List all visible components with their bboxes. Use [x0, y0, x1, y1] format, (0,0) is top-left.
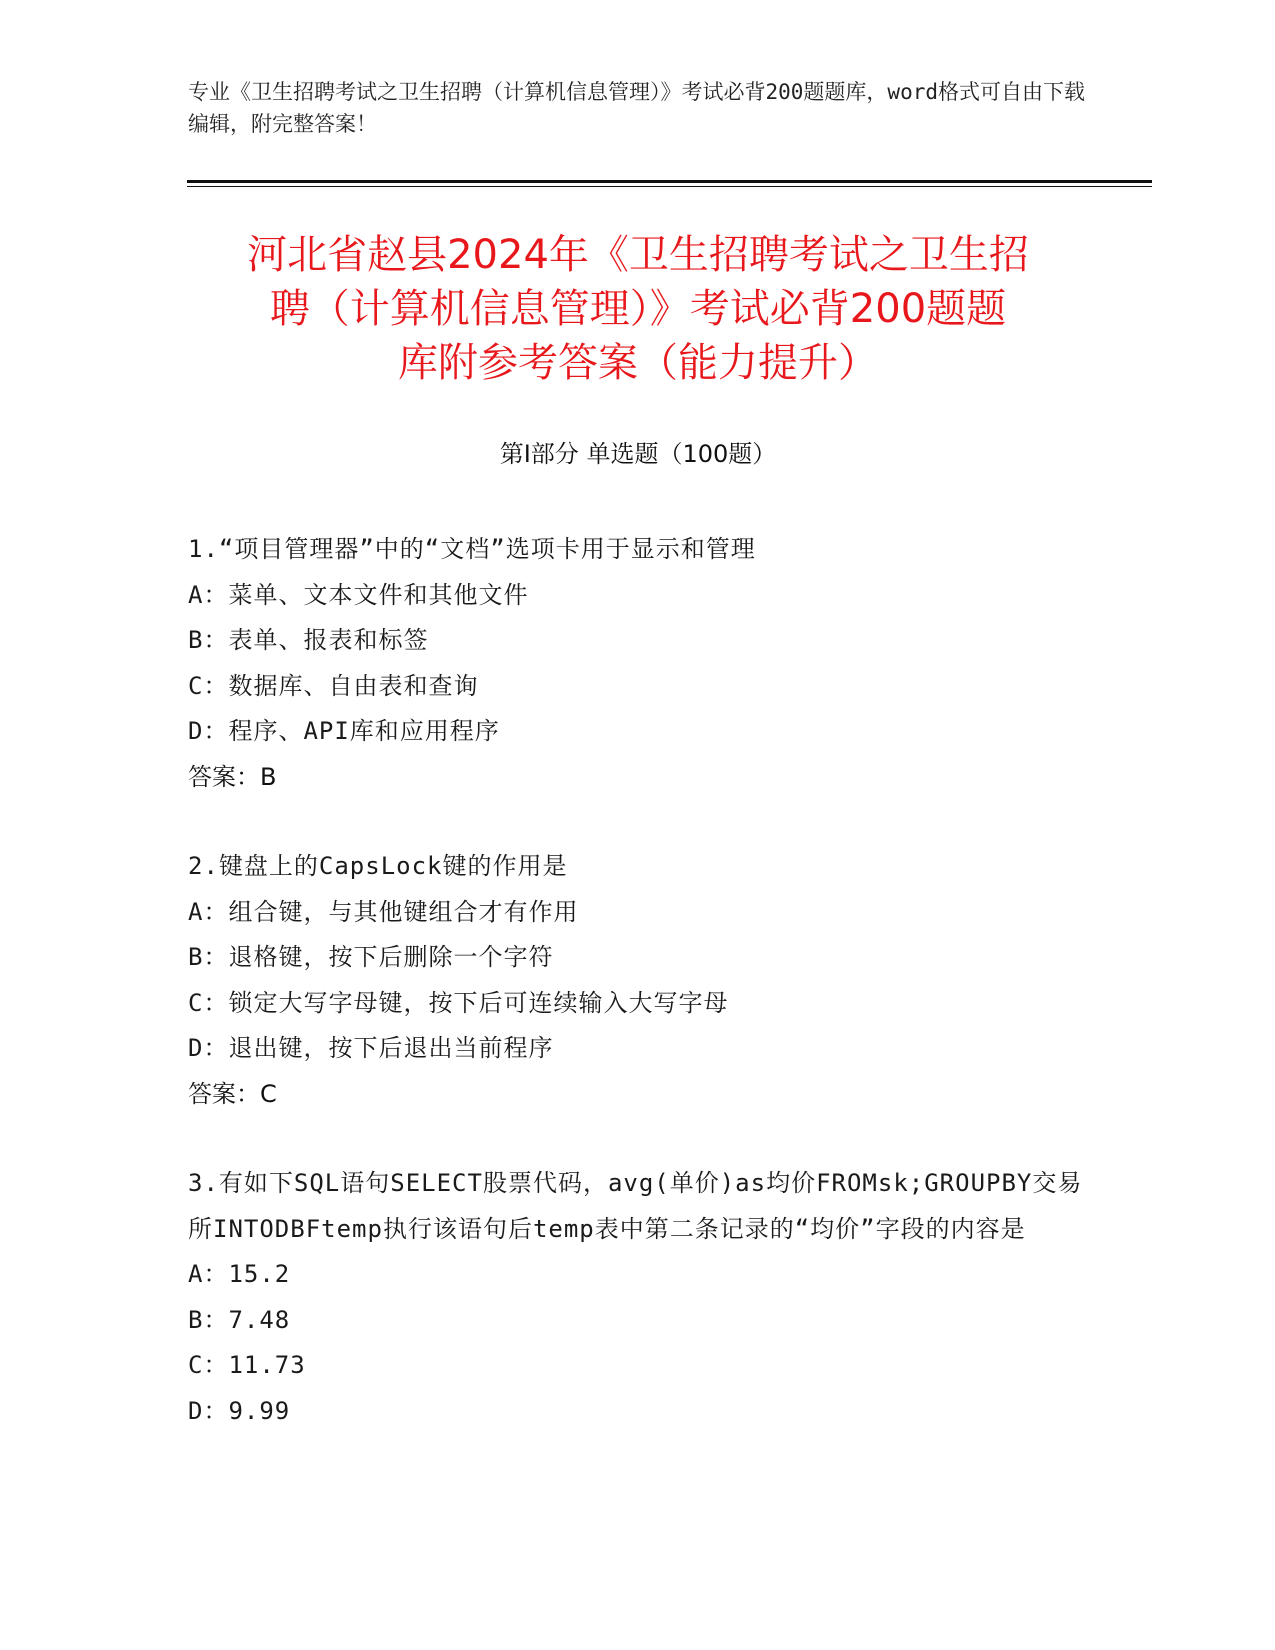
- question-option-b: B：退格键，按下后删除一个字符: [188, 943, 554, 971]
- document-title: [188, 228, 1088, 390]
- question-stem: 3.有如下SQL语句SELECT股票代码，avg(单价)as均价FROMsk;GROUPBY交易所INTODBFtemp执行该语句后temp表中第二条记录的“均价”字段的内容是: [188, 1169, 1083, 1243]
- question-option-c: C：11.73: [188, 1351, 306, 1379]
- section-title: 第Ⅰ部分 单选题（100题）: [499, 440, 777, 468]
- question-option-a: A：组合键，与其他键组合才有作用: [188, 897, 579, 926]
- header-rule-thick: [187, 180, 1152, 183]
- question-option-d: D：程序、API库和应用程序: [188, 717, 500, 745]
- question-list: [188, 527, 1088, 1478]
- question-answer: 答案：C: [188, 1079, 277, 1108]
- question-option-c: C：数据库、自由表和查询: [188, 671, 479, 700]
- question-option-d: D：9.99: [188, 1396, 291, 1425]
- question-answer: 答案：B: [188, 762, 277, 791]
- question-option-a: A：15.2: [188, 1260, 291, 1288]
- header-rule-thin: [187, 186, 1152, 187]
- question-option-d: D：退出键，按下后退出当前程序: [188, 1034, 554, 1062]
- question-item: [188, 844, 1088, 1117]
- question-option-b: B：7.48: [188, 1305, 291, 1334]
- title-line: 聘（计算机信息管理）》考试必背200题题: [269, 286, 1007, 332]
- question-option-b: B：表单、报表和标签: [188, 626, 429, 654]
- title-line: 库附参考答案（能力提升）: [398, 340, 878, 386]
- question-stem: 1.“项目管理器”中的“文档”选项卡用于显示和管理: [188, 535, 756, 563]
- question-option-c: C：锁定大写字母键，按下后可连续输入大写字母: [188, 988, 729, 1017]
- question-option-a: A：菜单、文本文件和其他文件: [188, 580, 529, 609]
- title-line: 河北省赵县2024年《卫生招聘考试之卫生招: [247, 232, 1029, 278]
- question-item: [188, 1161, 1088, 1434]
- question-item: [188, 527, 1088, 800]
- question-stem: 2.键盘上的CapsLock键的作用是: [188, 852, 568, 880]
- header-note: 专业《卫生招聘考试之卫生招聘（计算机信息管理）》考试必背200题题库，word格式可自由下载编辑，附完整答案！: [188, 80, 1085, 136]
